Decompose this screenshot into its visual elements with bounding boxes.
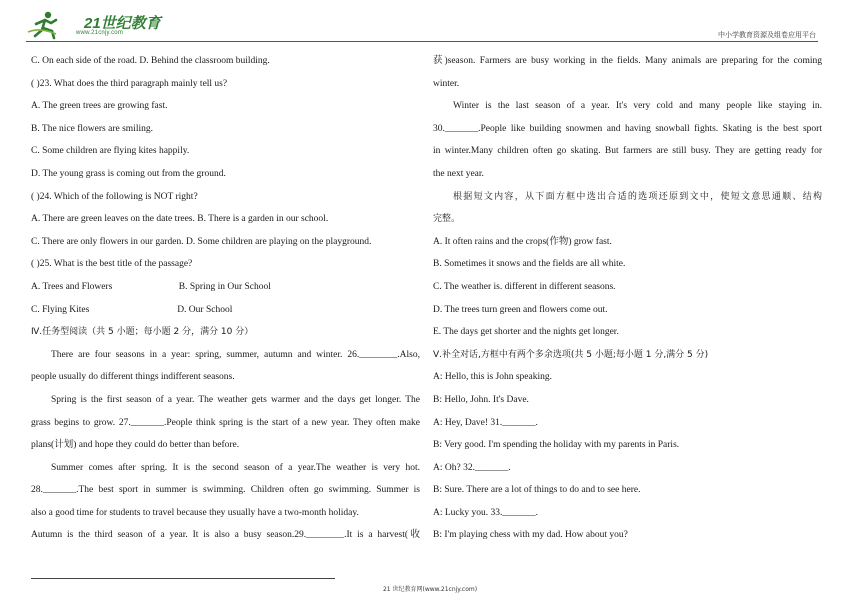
choice-option: C. The weather is. different in different seasons. bbox=[433, 281, 616, 292]
paragraph-line: plans(计划) and hope they could do better than before. bbox=[31, 440, 240, 451]
text-line: C. On each side of the road. D. Behind the classroom building. bbox=[31, 56, 270, 66]
paragraph-line: grass begins to grow. 27._______.People think spring is the start of a new year. They often make bbox=[31, 417, 420, 428]
option-line: C. There are only flowers in our garden. D. Some children are playing on the playground. bbox=[31, 236, 372, 247]
question-24: ( )24. Which of the following is NOT right? bbox=[31, 191, 198, 202]
dialogue-line: A: Lucky you. 33._______. bbox=[433, 507, 539, 518]
dialogue-line: A: Hey, Dave! 31._______. bbox=[433, 417, 538, 428]
page-header bbox=[0, 0, 860, 44]
option-line: D. The young grass is coming out from the ground. bbox=[31, 168, 226, 179]
footer-text: 21 世纪教育网(www.21cnjy.com) bbox=[382, 586, 478, 593]
paragraph-line: the next year. bbox=[433, 168, 484, 179]
paragraph-line: in winter.Many children often go skating. But farmers are still busy. They are getting ready for bbox=[433, 146, 822, 157]
runner-logo-icon bbox=[26, 10, 66, 40]
dialogue-line: B: I'm playing chess with my dad. How about you? bbox=[433, 530, 628, 541]
paragraph-line: 30._______.People like building snowmen and having snowball fights. Skating is the best sport bbox=[433, 123, 822, 134]
header-divider bbox=[26, 41, 818, 42]
paragraph-line: people usually do different things indifferent seasons. bbox=[31, 372, 235, 383]
logo-text: 21世纪教育 bbox=[84, 15, 161, 32]
option-line: A. Trees and Flowers B. Spring in Our School bbox=[31, 281, 271, 292]
paragraph-line: Summer comes after spring. It is the second season of a year.The weather is very hot. bbox=[51, 462, 420, 473]
question-25: ( )25. What is the best title of the passage? bbox=[31, 259, 193, 270]
section-heading-4: Ⅳ.任务型阅读（共 5 小题；每小题 2 分，满分 10 分） bbox=[31, 327, 254, 338]
logo-url: www.21cnjy.com bbox=[76, 30, 124, 36]
choice-option: D. The trees turn green and flowers come out. bbox=[433, 304, 608, 315]
question-23: ( )23. What does the third paragraph mainly tell us? bbox=[31, 78, 228, 89]
choice-option: B. Sometimes it snows and the fields are all white. bbox=[433, 259, 626, 270]
header-platform-text: 中小学教育资源及组卷应用平台 bbox=[718, 31, 816, 39]
option-line: A. The green trees are growing fast. bbox=[31, 101, 168, 112]
paragraph-line: winter. bbox=[433, 78, 460, 89]
choice-option: E. The days get shorter and the nights get longer. bbox=[433, 327, 619, 338]
paragraph-line: Autumn is the third season of a year. It is also a busy season.29.________.It is a harvest(收 bbox=[31, 530, 420, 541]
option-line: A. There are green leaves on the date trees. B. There is a garden in our school. bbox=[31, 214, 329, 225]
paragraph-line: There are four seasons in a year: spring, summer, autumn and winter. 26.________.Also, bbox=[51, 349, 420, 360]
dialogue-line: B: Hello, John. It's Dave. bbox=[433, 394, 529, 405]
paragraph-line: also a good time for students to travel because they usually have a two-month holiday. bbox=[31, 507, 359, 518]
left-column bbox=[31, 50, 420, 547]
right-column bbox=[433, 50, 822, 547]
option-line: C. Flying Kites D. Our School bbox=[31, 304, 233, 315]
paragraph-line: Winter is the last season of a year. It's very cold and many people like staying in. bbox=[453, 101, 822, 112]
section-heading-5: Ⅴ.补全对话,方框中有两个多余选项(共 5 小题;每小题 1 分,满分 5 分) bbox=[433, 349, 709, 360]
paragraph-line: Spring is the first season of a year. The weather gets warmer and the days get longer. The bbox=[51, 394, 420, 405]
instruction-line: 根据短文内容，从下面方框中选出合适的选项还原到文中，使短文意思通顺、结构 bbox=[453, 191, 822, 202]
dialogue-line: B: Very good. I'm spending the holiday with my parents in Paris. bbox=[433, 440, 680, 451]
site-logo bbox=[26, 10, 161, 40]
choice-option: A. It often rains and the crops(作物) grow fast. bbox=[433, 236, 612, 247]
instruction-line: 完整。 bbox=[433, 214, 461, 225]
paragraph-line: 获)season. Farmers are busy working in the fields. Many animals are preparing for the coming bbox=[433, 56, 822, 66]
dialogue-line: A: Hello, this is John speaking. bbox=[433, 372, 553, 383]
dialogue-line: B: Sure. There are a lot of things to do and to see here. bbox=[433, 485, 641, 496]
dialogue-line: A: Oh? 32._______. bbox=[433, 462, 511, 473]
option-line: C. Some children are flying kites happily. bbox=[31, 146, 190, 157]
paragraph-line: 28._______.The best sport in summer is swimming. Children often go swimming. Summer is bbox=[31, 485, 420, 496]
footer-divider bbox=[31, 578, 335, 579]
option-line: B. The nice flowers are smiling. bbox=[31, 123, 153, 134]
